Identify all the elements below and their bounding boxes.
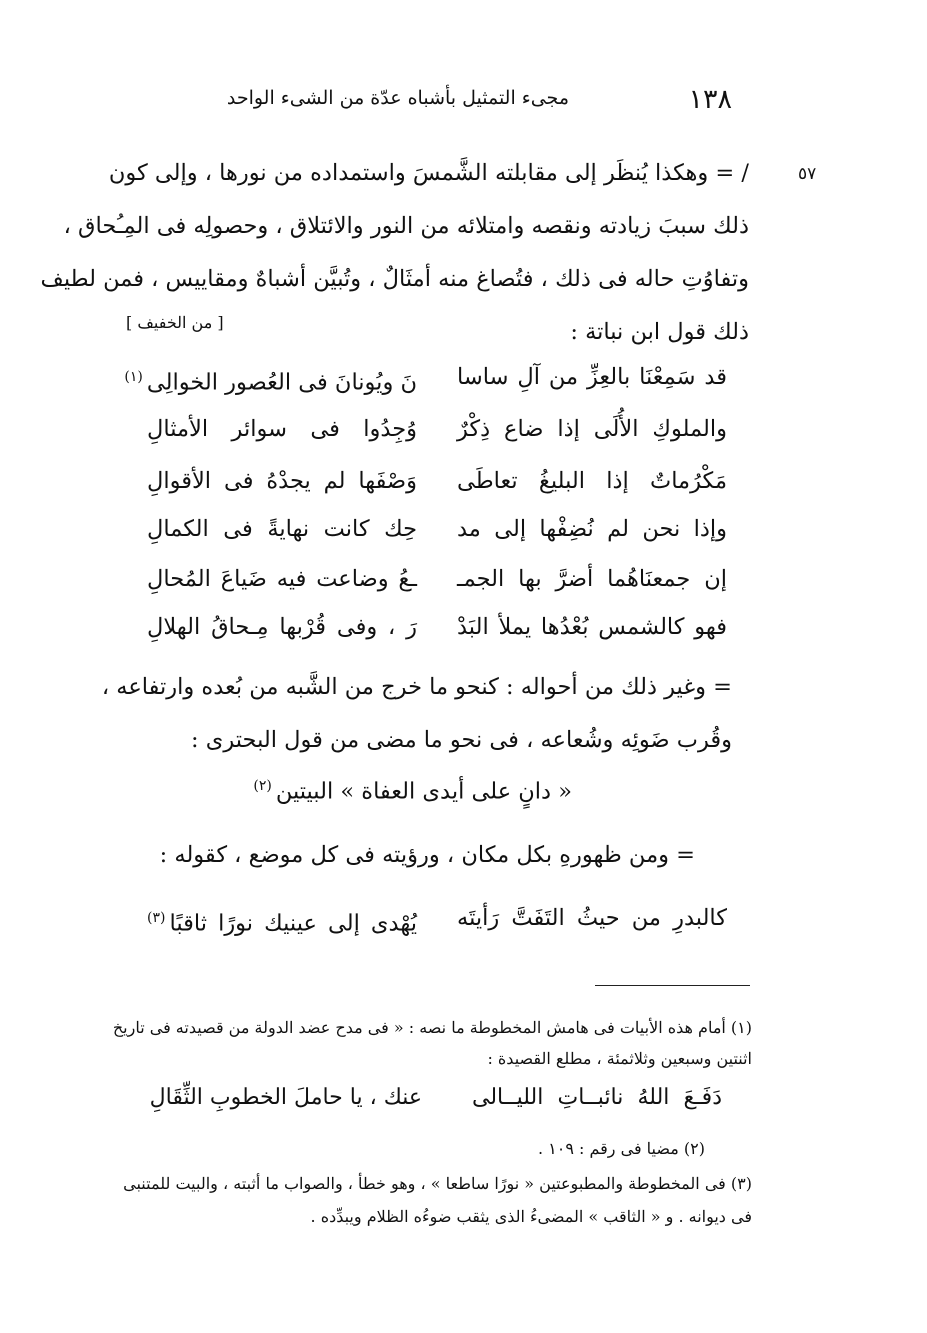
verse-second-hemistich: وُجِدُوا فى سوائر الأمثالِ (147, 416, 417, 442)
verse-first-hemistich: والملوكِ الأُلَى إذا ضاع ذِكْرٌ (457, 416, 727, 442)
verse-first-hemistich: وإذا نحن لم نُضِفْها إلى مد (457, 516, 727, 542)
footnote-3-line-2: فى ديوانه . و « الثاقب » المضىءُ الذى يثقب ضوءُه الظلام ويبدِّده . (310, 1207, 752, 1226)
poem-verse (147, 553, 727, 605)
footnote-separator (595, 985, 750, 986)
running-title: مجىء التمثيل بأشباه عدّة من الشىء الواحد (226, 87, 569, 109)
verse-first-hemistich: مَكْرُماتٌ إذا البليغُ تعاطَى (457, 468, 727, 494)
verse-first-hemistich: إن جمعنَاهُما أضرَّ بها الجمـ (457, 566, 727, 592)
meter-label: [ من الخفيف ] (126, 313, 224, 332)
paragraph-3: = ومن ظهورهِ بكل مكان ، ورؤيته فى كل موضع ، كقوله : (159, 842, 695, 868)
quoted-verse-reference (253, 778, 572, 805)
poem-verse (124, 351, 727, 403)
paragraph-1-line: وتفاوُتِ حاله فى ذلك ، فتُصاغ منه أمثَالٌ ، وتُبيَّن أشباهٌ ومقاييس ، فمن لطيف (40, 266, 749, 292)
quote-text: « دانٍ على أيدى العفاة » البيتين (275, 778, 572, 805)
verse-second-hemistich (147, 892, 417, 950)
page-number: ١٣٨ (688, 84, 732, 115)
verse-first-hemistich: قد سَمِعْنَا بالعِزِّ من آلِ ساسا (457, 364, 727, 390)
footnote-ref: (١) (124, 369, 143, 385)
verse-second-hemistich: حِك كانت نهايةً فى الكمالِ (147, 516, 417, 542)
paragraph-1 (40, 147, 749, 359)
verse-first-hemistich: فهو كالشمس بُعْدُها يملأ البَدْ (457, 614, 727, 640)
verse-second-hemistich: عنك ، يا حاملَ الخطوبِ الثِّقَالِ (149, 1085, 422, 1110)
footnote-3-line-1: (٣) فى المخطوطة والمطبوعتين « نورًا ساطعا » ، وهو خطأ ، والصواب ما أثبته ، والبيت للمتنبى (123, 1174, 752, 1193)
hemistich-text: يُهْدى إلى عينيك نورًا ثاقبًا (169, 910, 417, 937)
footnote-ref: (٢) (253, 778, 272, 794)
verse-first-hemistich: دَفَـعَ اللهُ نائبــاتِ الليــالى (472, 1085, 722, 1110)
manuscript-folio-number: ٥٧ (798, 164, 817, 184)
verse-first-hemistich: كالبدرِ من حيثُ التَفَتَّ رَأيتَه (457, 905, 727, 931)
paragraph-2 (101, 661, 732, 767)
footnote-1-line-1: (١) أمام هذه الأبيات فى هامش المخطوطة ما نصه : « فى مدح عضد الدولة من قصيدته فى تاريخ (112, 1018, 752, 1037)
poem-verse (147, 403, 727, 455)
footnote-ref: (٣) (147, 910, 166, 926)
paragraph-1-line: ذلك قول ابن نباتة : (570, 319, 749, 345)
poem-verse (147, 601, 727, 653)
paragraph-1-line: ذلك سببَ زيادته ونقصه وامتلائه من النور والائتلاق ، وحصولِه فى المِـُحاق ، (63, 213, 749, 239)
verse-second-hemistich (124, 351, 417, 409)
poem-verse (147, 503, 727, 555)
footnote-1-verse (149, 1078, 722, 1118)
verse-second-hemistich: ـعُ وضاعت فيه ضَياعَ المُحالِ (147, 566, 417, 592)
paragraph-1-line: / = وهكذا يُنظَر إلى مقابلته الشَّمسَ واستمداده من نورها ، وإلى كون (108, 160, 749, 186)
verse-second-hemistich: رَ ، وفى قُرْبها مِـحاقُ الهلالِ (147, 614, 417, 640)
footnote-2: (٢) مضيا فى رقم : ١٠٩ . (537, 1139, 705, 1158)
poem-verse-2 (147, 892, 727, 944)
paragraph-2-line: وقُرب ضَوئِه وشُعاعه ، فى نحو ما مضى من قول البحترى : (191, 727, 732, 753)
paragraph-2-line: = وغير ذلك من أحواله : كنحو ما خرج من الشَّبه من بُعده وارتفاعه ، (101, 674, 732, 700)
hemistich-text: نَ ويُونانَ فى العُصور الخوالِى (146, 369, 417, 396)
verse-second-hemistich: وَصْفَها لم يجدْهُ فى الأقوالِ (147, 468, 417, 494)
poem-verse (147, 455, 727, 507)
footnote-1-line-2: اثنتين وسبعين وثلاثمئة ، مطلع القصيدة : (487, 1049, 752, 1068)
